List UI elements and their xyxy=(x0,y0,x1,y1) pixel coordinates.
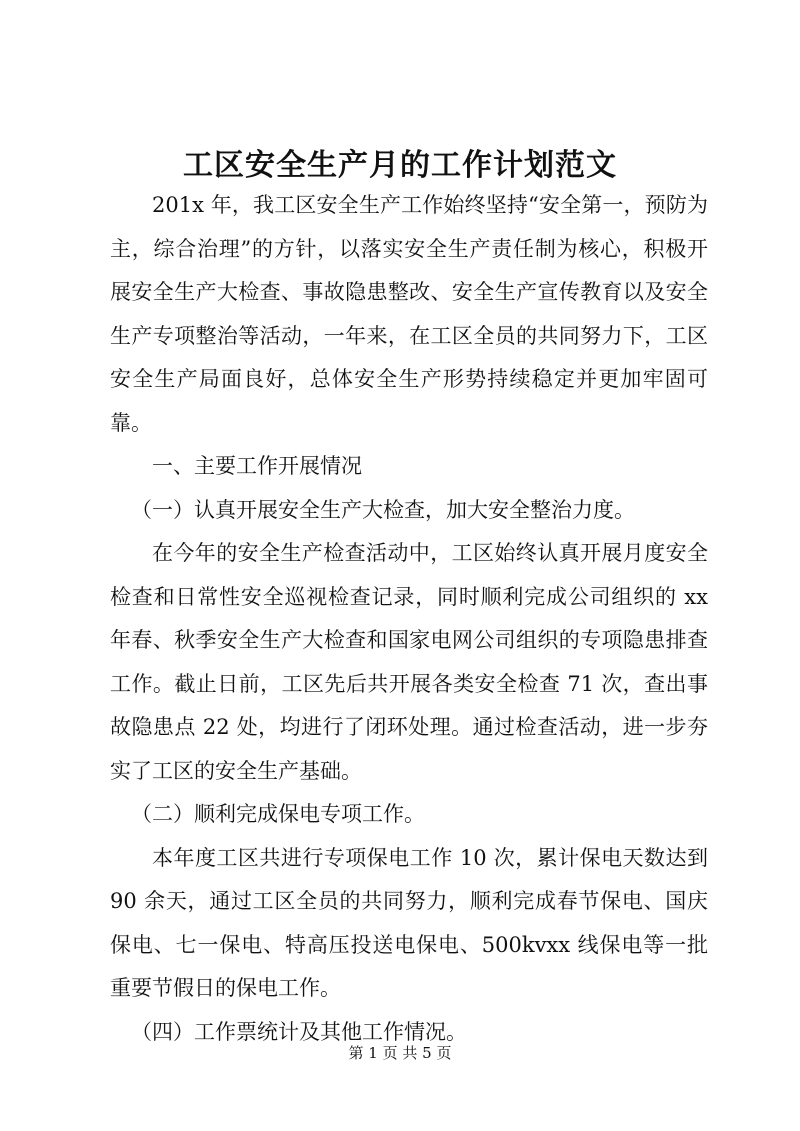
subsection-heading-work-ticket: （四）工作票统计及其他工作情况。 xyxy=(131,1019,467,1044)
page-number-footer: 第 1 页 共 5 页 xyxy=(348,1044,452,1062)
document-title: 工区安全生产月的工作计划范文 xyxy=(183,148,617,183)
power-guarantee-paragraph: 本年度工区共进行专项保电工作 10 次，累计保电天数达到 90 余天，通过工区全员的共同努力，顺利完成春节保电、国庆保电、七一保电、特高压投送电保电、500kvxx 线保电等一批重要节假日的保电工作。 xyxy=(110,845,708,1000)
subsection-heading-power-guarantee: （二）顺利完成保电专项工作。 xyxy=(131,802,425,826)
section-heading-main-work: 一、主要工作开展情况 xyxy=(152,454,362,478)
document-body xyxy=(110,184,708,1054)
subsection-heading-safety-inspection: （一）认真开展安全生产大检查，加大安全整治力度。 xyxy=(131,497,635,522)
intro-paragraph: 201x 年，我工区安全生产工作始终坚持“安全第一，预防为主，综合治理”的方针，以落实安全生产责任制为核心，积极开展安全生产大检查、事故隐患整改、安全生产宣传教育以及安全生产专项整治等活动，一年来，在工区全员的共同努力下，工区安全生产局面良好，总体安全生产形势持续稳定并更加牢固可靠。 xyxy=(110,193,708,435)
safety-inspection-paragraph: 在今年的安全生产检查活动中，工区始终认真开展月度安全检查和日常性安全巡视检查记录，同时顺利完成公司组织的 xx 年春、秋季安全生产大检查和国家电网公司组织的专项隐患排查工作。截止日前，工区先后共开展各类安全检查 71 次，查出事故隐患点 22 处，均进行了闭环处理。通过检查活动，进一步夯实了工区的安全生产基础。 xyxy=(110,541,708,783)
